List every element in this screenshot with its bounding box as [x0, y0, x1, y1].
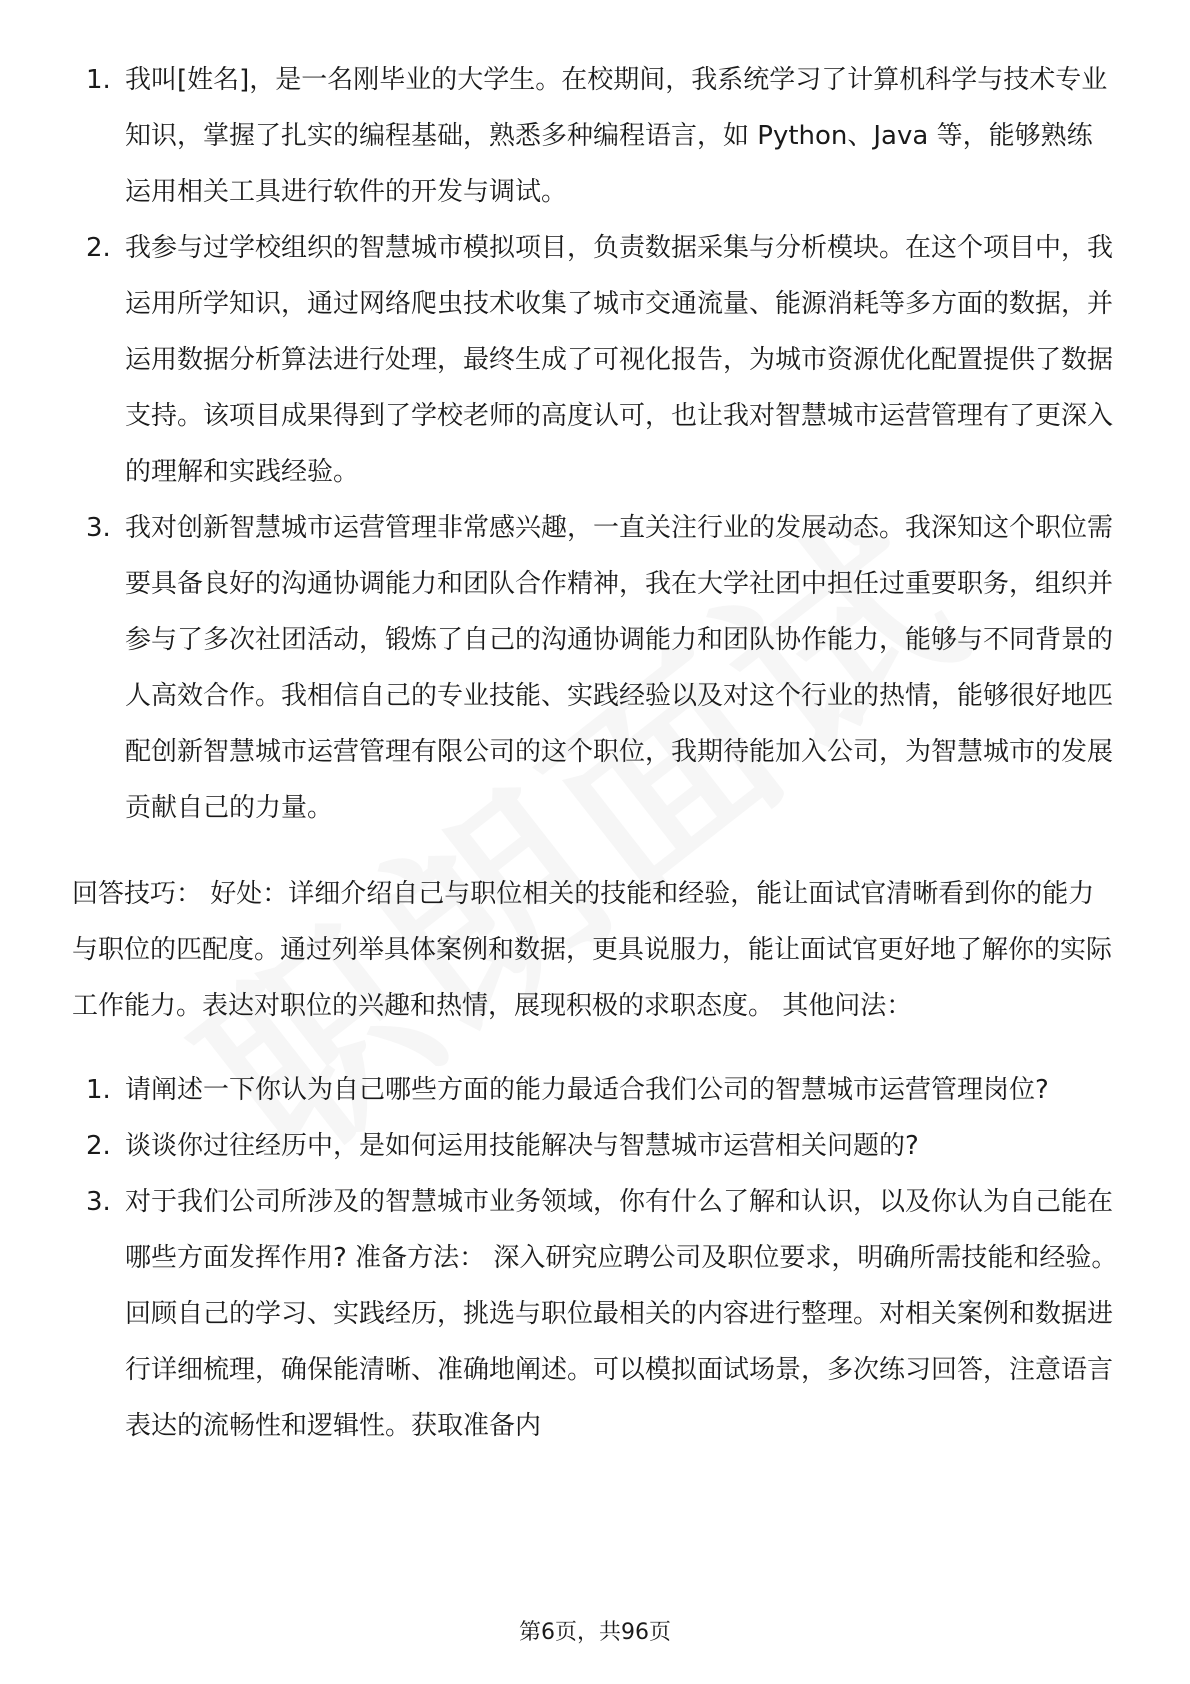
- list-item-number: 1.: [86, 1075, 111, 1105]
- list-item-number: 3.: [86, 1187, 111, 1217]
- list-item-number: 2.: [86, 1131, 111, 1161]
- list-item-text: 我叫[姓名]，是一名刚毕业的大学生。在校期间，我系统学习了计算机科学与技术专业知识，掌握了扎实的编程基础，熟悉多种编程语言，如 Python、Java 等，能够熟练运用相关工具进行软件的开发与调试。: [125, 65, 1108, 207]
- list-item: [72, 220, 1118, 500]
- list-item-text: 我对创新智慧城市运营管理非常感兴趣，一直关注行业的发展动态。我深知这个职位需要具备良好的沟通协调能力和团队合作精神，我在大学社团中担任过重要职务，组织并参与了多次社团活动，锻炼了自己的沟通协调能力和团队协作能力，能够与不同背景的人高效合作。我相信自己的专业技能、实践经验以及对这个行业的热情，能够很好地匹配创新智慧城市运营管理有限公司的这个职位，我期待能加入公司，为智慧城市的发展贡献自己的力量。: [125, 513, 1114, 823]
- page-content: [72, 52, 1118, 1454]
- list-item: [72, 1062, 1118, 1118]
- list-item: [72, 500, 1118, 836]
- answer-tips-paragraph: 回答技巧： 好处：详细介绍自己与职位相关的技能和经验，能让面试官清晰看到你的能力与职位的匹配度。通过列举具体案例和数据，更具说服力，能让面试官更好地了解你的实际工作能力。表达对职位的兴趣和热情，展现积极的求职态度。 其他问法：: [72, 879, 1113, 1021]
- list-item: [72, 1118, 1118, 1174]
- list-item-number: 1.: [86, 65, 111, 95]
- list-item-text: 请阐述一下你认为自己哪些方面的能力最适合我们公司的智慧城市运营管理岗位?: [125, 1075, 1049, 1105]
- answer-list: [72, 52, 1118, 836]
- list-item-text: 我参与过学校组织的智慧城市模拟项目，负责数据采集与分析模块。在这个项目中，我运用所学知识，通过网络爬虫技术收集了城市交通流量、能源消耗等多方面的数据，并运用数据分析算法进行处理，最终生成了可视化报告，为城市资源优化配置提供了数据支持。该项目成果得到了学校老师的高度认可，也让我对智慧城市运营管理有了更深入的理解和实践经验。: [125, 233, 1114, 487]
- list-item-number: 2.: [86, 233, 111, 263]
- page-number-footer: 第6页，共96页: [519, 1620, 671, 1645]
- list-item-number: 3.: [86, 513, 111, 543]
- list-item-text: 对于我们公司所涉及的智慧城市业务领域，你有什么了解和认识，以及你认为自己能在哪些方面发挥作用? 准备方法： 深入研究应聘公司及职位要求，明确所需技能和经验。回顾自己的学习、实践经历，挑选与职位最相关的内容进行整理。对相关案例和数据进行详细梳理，确保能清晰、准确地阐述。可以模拟面试场景，多次练习回答，注意语言表达的流畅性和逻辑性。获取准备内: [125, 1187, 1118, 1441]
- list-item: [72, 52, 1118, 220]
- other-questions-list: [72, 1062, 1118, 1454]
- list-item-text: 谈谈你过往经历中，是如何运用技能解决与智慧城市运营相关问题的?: [125, 1131, 919, 1161]
- list-item: [72, 1174, 1118, 1454]
